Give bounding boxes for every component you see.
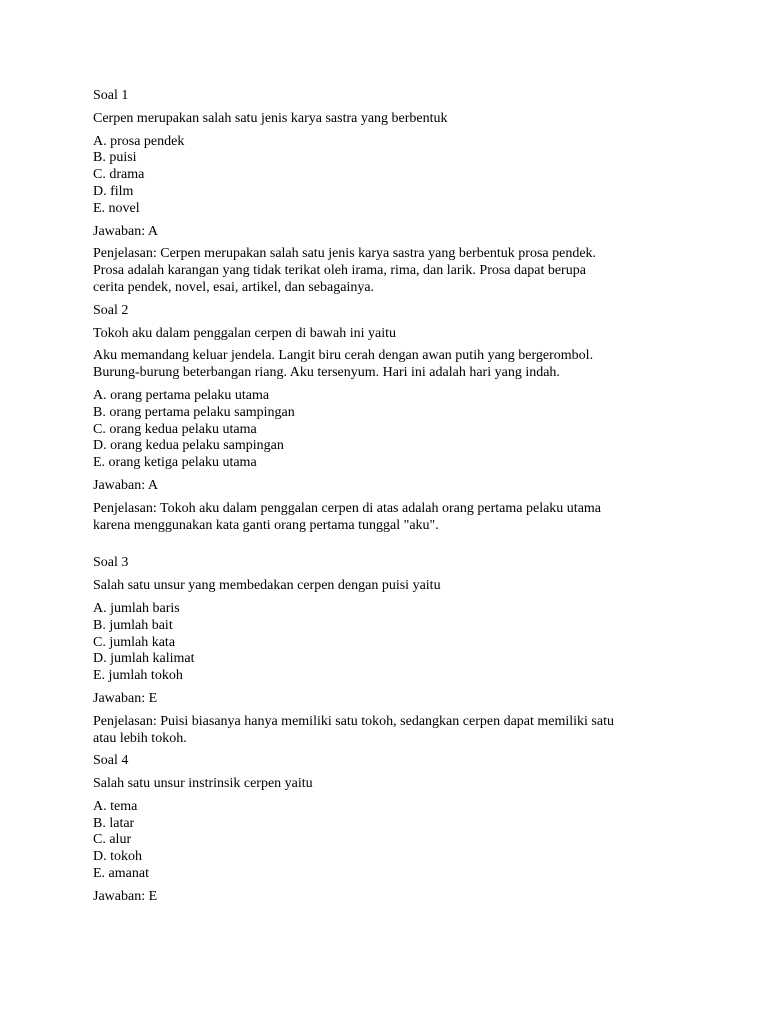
- option-e: E. novel: [93, 200, 140, 216]
- options-list: [93, 388, 683, 472]
- option-c: C. jumlah kata: [93, 634, 176, 650]
- explanation: [93, 246, 683, 296]
- options-list: [93, 134, 683, 218]
- document-page: [93, 88, 683, 912]
- option-c: C. drama: [93, 167, 145, 183]
- options-list: [93, 601, 683, 685]
- explanation-line: Penjelasan: Cerpen merupakan salah satu jenis karya sastra yang berbentuk prosa pendek.: [93, 246, 597, 262]
- answer-text: Jawaban: A: [93, 223, 158, 239]
- explanation-line: Prosa adalah karangan yang tidak terikat oleh irama, rima, dan larik. Prosa dapat berupa: [93, 263, 586, 279]
- question-block-3: [93, 555, 683, 747]
- option-b: B. latar: [93, 815, 135, 831]
- option-c: C. alur: [93, 832, 132, 848]
- question-block-4: [93, 753, 683, 905]
- option-b: B. orang pertama pelaku sampingan: [93, 404, 295, 420]
- passage-line: Aku memandang keluar jendela. Langit biru cerah dengan awan putih yang bergerombol.: [93, 348, 594, 364]
- option-e: E. jumlah tokoh: [93, 668, 183, 684]
- question-block-1: [93, 88, 683, 297]
- option-a: A. jumlah baris: [93, 600, 180, 616]
- explanation-line: karena menggunakan kata ganti orang pertama tunggal "aku".: [93, 517, 439, 533]
- question-text: Salah satu unsur instrinsik cerpen yaitu: [93, 776, 313, 792]
- option-a: A. tema: [93, 798, 138, 814]
- option-e: E. amanat: [93, 866, 149, 882]
- option-a: A. orang pertama pelaku utama: [93, 387, 270, 403]
- explanation-line: atau lebih tokoh.: [93, 730, 187, 746]
- option-b: B. puisi: [93, 150, 137, 166]
- explanation-line: cerita pendek, novel, esai, artikel, dan sebagainya.: [93, 279, 375, 295]
- question-label: Soal 1: [93, 88, 129, 103]
- option-d: D. orang kedua pelaku sampingan: [93, 438, 284, 454]
- passage-line: Burung-burung beterbangan riang. Aku tersenyum. Hari ini adalah hari yang indah.: [93, 365, 560, 381]
- question-text: Tokoh aku dalam penggalan cerpen di bawah ini yaitu: [93, 325, 397, 341]
- explanation-line: Penjelasan: Tokoh aku dalam penggalan cerpen di atas adalah orang pertama pelaku utama: [93, 500, 602, 516]
- option-c: C. orang kedua pelaku utama: [93, 421, 257, 437]
- question-label: Soal 3: [93, 555, 129, 571]
- explanation-line: Penjelasan: Puisi biasanya hanya memiliki satu tokoh, sedangkan cerpen dapat memiliki satu: [93, 713, 614, 729]
- question-text: Cerpen merupakan salah satu jenis karya sastra yang berbentuk: [93, 110, 448, 126]
- option-e: E. orang ketiga pelaku utama: [93, 455, 257, 471]
- option-b: B. jumlah bait: [93, 617, 173, 633]
- passage: [93, 348, 683, 382]
- answer-text: Jawaban: E: [93, 690, 158, 706]
- explanation: [93, 501, 683, 535]
- option-d: D. jumlah kalimat: [93, 651, 195, 667]
- question-label: Soal 4: [93, 753, 129, 769]
- question-label: Soal 2: [93, 302, 129, 318]
- question-text: Salah satu unsur yang membedakan cerpen dengan puisi yaitu: [93, 578, 441, 594]
- answer-text: Jawaban: E: [93, 888, 158, 904]
- explanation: [93, 714, 683, 748]
- options-list: [93, 799, 683, 883]
- option-a: A. prosa pendek: [93, 133, 185, 149]
- option-d: D. tokoh: [93, 849, 142, 865]
- answer-text: Jawaban: A: [93, 477, 158, 493]
- question-block-2: [93, 303, 683, 535]
- option-d: D. film: [93, 183, 134, 199]
